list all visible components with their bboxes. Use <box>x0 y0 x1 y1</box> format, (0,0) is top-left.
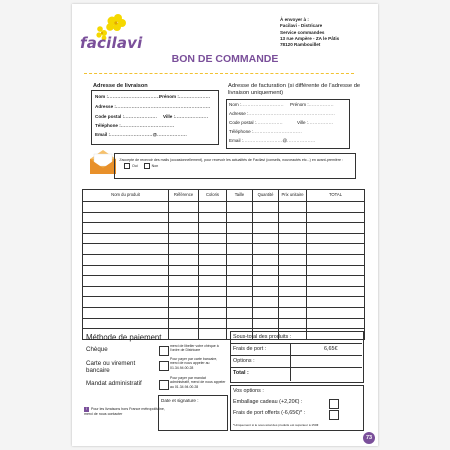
free-shipping-label: Frais de port offerts (-6,65€)* : <box>233 410 306 416</box>
totals-divider <box>230 367 362 368</box>
billing-cp-field[interactable]: Code postal :................. <box>229 120 283 125</box>
totals-column-divider <box>290 343 291 381</box>
delivery-footnote <box>84 407 168 416</box>
field-label: Code postal : <box>229 120 257 125</box>
table-row <box>83 202 365 213</box>
field-label: Prénom : <box>159 94 179 99</box>
field-label: Prénom : <box>290 102 309 107</box>
consent-text: J'accepte de recevoir des mails (occasionnellement), pour recevoir les actualités de Facilavi (conseils, nouveautés etc...) en avant-première : <box>119 158 344 162</box>
table-cell[interactable] <box>253 286 279 297</box>
field-label: Téléphone : <box>95 123 121 128</box>
column-header: Coloris <box>199 190 227 202</box>
table-cell[interactable] <box>279 233 307 244</box>
field-label: Ville : <box>297 120 309 125</box>
table-cell[interactable] <box>169 254 199 265</box>
consent-non-checkbox[interactable] <box>144 163 150 169</box>
table-cell[interactable] <box>169 318 199 329</box>
table-cell[interactable] <box>253 265 279 276</box>
table-cell[interactable] <box>227 318 253 329</box>
table-row <box>83 286 365 297</box>
table-cell[interactable] <box>83 254 169 265</box>
send-to-label: À envoyer à : <box>280 17 309 22</box>
total-label: Total : <box>233 370 249 376</box>
field-label: Email : <box>95 132 111 137</box>
table-row <box>83 244 365 255</box>
footnote-text: Pour les livraisons hors France métropolitaine, merci de nous contacter <box>84 407 165 416</box>
table-cell[interactable] <box>83 265 169 276</box>
table-cell[interactable] <box>169 307 199 318</box>
table-cell[interactable] <box>83 223 169 234</box>
payment-mandat-checkbox[interactable] <box>159 380 169 390</box>
table-cell[interactable] <box>169 265 199 276</box>
info-icon: ! <box>84 407 89 412</box>
table-row <box>83 212 365 223</box>
table-cell[interactable] <box>169 212 199 223</box>
table-cell[interactable] <box>227 212 253 223</box>
order-table <box>82 189 365 340</box>
table-cell[interactable] <box>199 233 227 244</box>
table-cell[interactable] <box>199 244 227 255</box>
table-row <box>83 223 365 234</box>
table-cell[interactable] <box>169 233 199 244</box>
payment-mandat-label: Mandat administratif <box>86 380 142 387</box>
options-label: Options : <box>233 358 255 364</box>
table-cell[interactable] <box>83 244 169 255</box>
billing-prenom-field[interactable]: Prénom :................ <box>290 102 334 107</box>
payment-carte-label: Carte ou virement bancaire <box>86 360 136 375</box>
payment-cheque-label: Chèque <box>86 346 108 353</box>
table-cell[interactable] <box>227 202 253 213</box>
table-cell[interactable] <box>253 307 279 318</box>
brand-name: facilavi <box>80 34 143 52</box>
table-cell[interactable] <box>83 286 169 297</box>
table-cell[interactable] <box>227 286 253 297</box>
table-cell[interactable] <box>253 254 279 265</box>
table-cell[interactable] <box>307 233 365 244</box>
at-sign: @ <box>152 132 158 137</box>
table-cell[interactable] <box>279 297 307 308</box>
table-cell[interactable] <box>169 297 199 308</box>
totals-divider <box>230 355 362 356</box>
table-cell[interactable] <box>279 202 307 213</box>
billing-email-field[interactable]: Email :.........................@.................. <box>229 138 316 143</box>
table-cell[interactable] <box>83 212 169 223</box>
table-cell[interactable] <box>199 276 227 287</box>
table-cell[interactable] <box>199 318 227 329</box>
field-label: Ville : <box>163 114 176 119</box>
table-cell[interactable] <box>253 223 279 234</box>
table-cell[interactable] <box>253 244 279 255</box>
table-cell[interactable] <box>253 202 279 213</box>
totals-divider <box>230 343 362 344</box>
table-row <box>83 276 365 287</box>
delivery-adresse-field[interactable]: Adresse :............................................................ <box>95 104 211 109</box>
table-cell[interactable] <box>169 286 199 297</box>
table-row <box>83 297 365 308</box>
table-cell[interactable] <box>279 223 307 234</box>
payment-mandat-note: Pour payer par mandat administratif, merci de nous appeler au 01.34.94.00.28 <box>170 376 226 389</box>
table-cell[interactable] <box>279 244 307 255</box>
column-header: Prix unitaire <box>279 190 307 202</box>
table-cell[interactable] <box>307 265 365 276</box>
table-cell[interactable] <box>227 297 253 308</box>
gift-wrap-checkbox[interactable] <box>329 399 339 409</box>
send-to-line: 13 rue Ampère - ZA le Pâtis <box>280 35 340 41</box>
delivery-prenom-field[interactable]: Prénom :.................... <box>159 94 211 99</box>
table-cell[interactable] <box>307 318 365 329</box>
table-cell[interactable] <box>279 286 307 297</box>
page-number: 73 <box>363 432 375 444</box>
table-cell[interactable] <box>227 223 253 234</box>
signature-label: Date et signature : <box>161 398 199 403</box>
table-row <box>83 307 365 318</box>
billing-phone-field[interactable]: Téléphone :............................... <box>229 129 303 134</box>
consent-oui-label: Oui <box>132 163 138 168</box>
table-cell[interactable] <box>307 276 365 287</box>
table-cell[interactable] <box>199 223 227 234</box>
consent-non-label: Non <box>151 163 159 168</box>
options-footnote: *Uniquement si le sous-total des produits est supérieur à 150€ <box>233 423 319 427</box>
order-form-page <box>72 4 378 446</box>
table-cell[interactable] <box>199 265 227 276</box>
table-cell[interactable] <box>83 297 169 308</box>
payment-carte-note: Pour payer par carte bancaire, merci de nous appeler au 01.34.94.00.28 <box>170 357 218 370</box>
payment-title: Méthode de paiement <box>86 333 162 342</box>
table-cell[interactable] <box>253 212 279 223</box>
table-cell[interactable] <box>83 233 169 244</box>
table-cell[interactable] <box>253 276 279 287</box>
table-cell[interactable] <box>169 202 199 213</box>
billing-ville-field[interactable]: Ville :................ <box>297 120 334 125</box>
billing-heading: Adresse de facturation (si différente de l'adresse de livraison uniquement) <box>228 83 361 96</box>
send-to-line: Facilavi - Districare <box>280 23 323 29</box>
shipping-value: 6,65€ <box>324 346 338 352</box>
table-cell[interactable] <box>169 244 199 255</box>
send-to-line: Service commandes <box>280 29 325 35</box>
send-to-line: 78120 Rambouillet <box>280 42 321 48</box>
table-cell[interactable] <box>227 244 253 255</box>
delivery-cp-field[interactable]: Code postal :..................... <box>95 114 158 119</box>
column-header: TOTAL <box>307 190 365 202</box>
table-cell[interactable] <box>307 202 365 213</box>
table-cell[interactable] <box>279 254 307 265</box>
consent-oui-checkbox[interactable] <box>124 163 130 169</box>
delivery-heading: Adresse de livraison <box>93 83 148 89</box>
table-cell[interactable] <box>199 329 227 340</box>
vos-options-label: Vos options : <box>233 388 264 394</box>
table-cell[interactable] <box>199 254 227 265</box>
table-cell[interactable] <box>253 297 279 308</box>
page-title: BON DE COMMANDE <box>171 53 279 65</box>
field-label: Nom : <box>229 102 242 107</box>
delivery-ville-field[interactable]: Ville :..................... <box>163 114 209 119</box>
field-label: Email : <box>229 138 244 143</box>
at-sign: @ <box>282 138 288 143</box>
payment-cheque-checkbox[interactable] <box>159 346 169 356</box>
table-header-row <box>83 190 365 202</box>
delivery-phone-field[interactable]: Téléphone :.................................. <box>95 123 175 128</box>
table-cell[interactable] <box>83 276 169 287</box>
column-header: Taille <box>227 190 253 202</box>
table-row <box>83 254 365 265</box>
column-header: Quantité <box>253 190 279 202</box>
table-cell[interactable] <box>83 307 169 318</box>
column-header: Référence <box>169 190 199 202</box>
field-label: Adresse : <box>229 111 249 116</box>
billing-adresse-field[interactable]: Adresse :....................................................... <box>229 111 336 116</box>
table-cell[interactable] <box>227 233 253 244</box>
table-cell[interactable] <box>83 318 169 329</box>
table-cell[interactable] <box>307 307 365 318</box>
column-header: Nom du produit <box>83 190 169 202</box>
delivery-nom-field[interactable]: Nom :.................................. <box>95 94 162 99</box>
payment-cheque-note: merci de libeller votre chèque à l'ordre de Districare <box>170 344 219 353</box>
table-cell[interactable] <box>83 202 169 213</box>
table-row <box>83 318 365 329</box>
table-cell[interactable] <box>279 265 307 276</box>
table-cell[interactable] <box>169 329 199 340</box>
table-cell[interactable] <box>169 276 199 287</box>
title-divider <box>84 73 354 74</box>
table-cell[interactable] <box>253 318 279 329</box>
table-cell[interactable] <box>279 307 307 318</box>
table-cell[interactable] <box>199 212 227 223</box>
table-cell[interactable] <box>227 254 253 265</box>
table-cell[interactable] <box>307 212 365 223</box>
table-cell[interactable] <box>307 254 365 265</box>
table-cell[interactable] <box>169 223 199 234</box>
table-cell[interactable] <box>253 233 279 244</box>
table-cell[interactable] <box>307 244 365 255</box>
send-to-address <box>280 17 339 48</box>
field-label: Téléphone : <box>229 129 254 134</box>
table-cell[interactable] <box>199 286 227 297</box>
newsletter-consent-box <box>114 153 356 179</box>
field-label: Adresse : <box>95 104 116 109</box>
table-cell[interactable] <box>307 286 365 297</box>
billing-nom-field[interactable]: Nom :........................... <box>229 102 284 107</box>
gift-wrap-label: Emballage cadeau (+2,20€) : <box>233 399 303 405</box>
table-row <box>83 233 365 244</box>
table-cell[interactable] <box>307 297 365 308</box>
delivery-email-field[interactable]: Email :...........................@................... <box>95 132 188 137</box>
table-row <box>83 265 365 276</box>
table-cell[interactable] <box>199 307 227 318</box>
payment-carte-checkbox[interactable] <box>159 361 169 371</box>
shipping-label: Frais de port : <box>233 346 267 352</box>
table-cell[interactable] <box>227 276 253 287</box>
table-cell[interactable] <box>279 212 307 223</box>
table-cell[interactable] <box>227 265 253 276</box>
subtotal-label: Sous-total des produits : <box>233 334 292 340</box>
field-label: Code postal : <box>95 114 125 119</box>
table-cell[interactable] <box>279 318 307 329</box>
table-cell[interactable] <box>199 297 227 308</box>
field-label: Nom : <box>95 94 109 99</box>
table-cell[interactable] <box>307 223 365 234</box>
table-cell[interactable] <box>227 307 253 318</box>
table-cell[interactable] <box>279 276 307 287</box>
table-cell[interactable] <box>199 202 227 213</box>
free-shipping-checkbox[interactable] <box>329 410 339 420</box>
